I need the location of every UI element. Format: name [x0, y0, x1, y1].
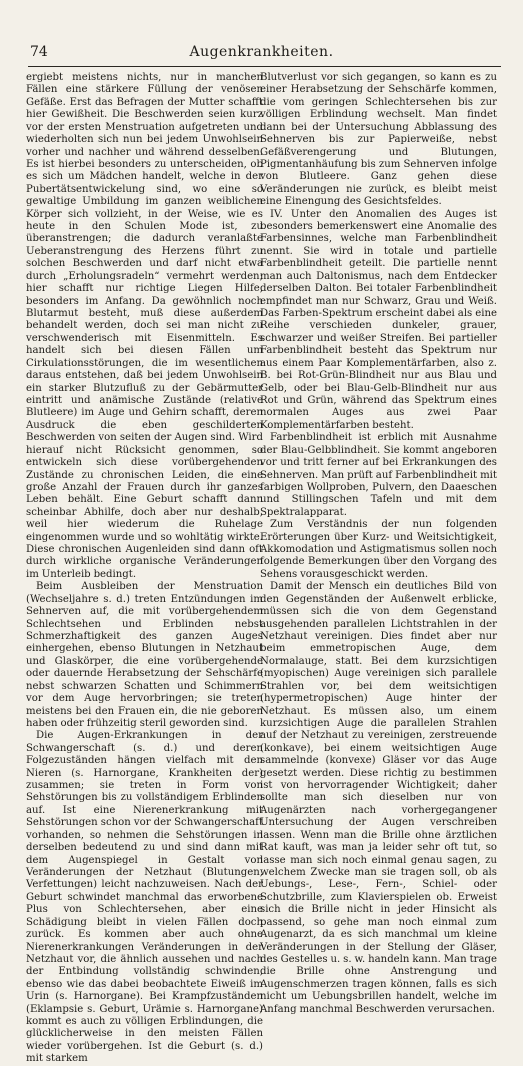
header-rule [28, 66, 501, 67]
paragraph: Zum Verständnis der nun folgenden Erörterungen über Kurz- und Weitsichtigkeit, Akkomodation und Astigmatismus sollen noch folgende Bemerkungen über den Vorgang des Sehens vorausgeschickt werden. [260, 519, 497, 580]
running-title: Augenkrankheiten. [189, 44, 334, 60]
paragraph: Damit der Mensch ein deutliches Bild von den Gegenständen der Außenwelt erblicke, müssen sich die von dem Gegenstand ausgehenden parallelen Lichtstrahlen in der Netzhaut vereinigen. Dies findet aber nur beim emmetropischen Auge, dem Normalauge, statt. Bei dem kurzsichtigen (myopischen) Auge vereinigen sich parallele Strahlen vor, bei dem weitsichtigen (hypermetropischen) Auge hinter der Netzhaut. Es müssen also, um einem kurzsichtigen Auge die parallelen Strahlen auf der Netzhaut zu vereinigen, zerstreuende (konkave), bei einem weitsichtigen Auge sammelnde (konvexe) Gläser vor das Auge gesetzt werden. Diese richtig zu bestimmen ist von hervorragender Wichtigkeit; daher sollte man sich dieselben nur von Augenärzten nach vorhergegangener Untersuchung der Augen verschreiben lassen. Wenn man die Brille ohne ärztlichen Rat kauft, was man ja leider sehr oft tut, so lasse man sich noch einmal genau sagen, zu welchem Zwecke man sie tragen soll, ob als Uebungs-, Lese-, Fern-, Schiel- oder Schutzbrille, zum Klavierspielen ob. Erweist sich die Brille nicht in jeder Hinsicht als passend, so gehe man noch einmal zum Augenarzt, da es sich manchmal um kleine Veränderungen in der Stellung der Gläser, des Gestelles u. s. w. handeln kann. Man trage die Brille ohne Anstrengung und Augenschmerzen tragen können, falls es sich nicht um Uebungsbrillen handelt, welche im Anfang manchmal Beschwerden verursachen. [260, 581, 497, 1015]
paragraph: Farbenblindheit ist erblich mit Ausnahme der Blau-Gelbblindheit. Sie kommt angeboren vor und tritt ferner auf bei Erkrankungen des Sehnerven. Man prüft auf Farbenblindheit mit farbigen Wollproben, Pulvern, den Daaeschen und Stillingschen Tafeln und mit dem Spektralapparat. [260, 432, 497, 518]
left-column [26, 72, 263, 1065]
page-number: 74 [30, 44, 48, 60]
page-header [28, 44, 495, 62]
paragraph: IV. Unter den Anomalien des Auges ist besonders bemerkenswert eine Anomalie des Farbensinnes, welche man Farbenblindheit nennt. Sie wird in totale und partielle Farbenblindheit geteilt. Die partielle nennt man auch Daltonismus, nach dem Entdecker derselben Dalton. Bei totaler Farbenblindheit empfindet man nur Schwarz, Grau und Weiß. Das Farben-Spektrum erscheint dabei als eine Reihe verschieden dunkeler, grauer, schwarzer und weißer Streifen. Bei partieller Farbenblindheit besteht das Spektrum nur aus einem Paar Komplementärfarben, also z. B. bei Rot-Grün-Blindheit nur aus Blau und Gelb, oder bei Blau-Gelb-Blindheit nur aus Rot und Grün, während das Spektrum eines normalen Auges aus zwei Paar Komplementärfarben besteht. [260, 208, 497, 431]
paragraph: Die Augen-Erkrankungen in der Schwangerschaft (s. d.) und deren Folgezuständen hängen vielfach mit den Nieren (s. Harnorgane, Krankheiten der) zusammen; sie treten in Form von Sehstörungen bis zu vollständigem Erblinden auf. Ist eine Nierenerkrankung mit Sehstörungen schon vor der Schwangerschaft vorhanden, so nehmen die Sehstörungen in derselben bedeutend zu und sind dann mit dem Augenspiegel in Gestalt von Veränderungen der Netzhaut (Blutungen, Verfettungen) leicht nachzuweisen. Nach der Geburt schwindet manchmal das erworbene Plus von Schlechtersehen, aber eine Schädigung bleibt in vielen Fällen doch zurück. Es kommen aber auch ohne Nierenerkrankungen Veränderungen in der Netzhaut vor, die ähnlich aussehen und nach der Entbindung vollständig schwinden, ebenso wie das dabei beobachtete Eiweiß im Urin (s. Harnorgane). Bei Krampfzuständen (Eklampsie s. Geburt, Urämie s. Harnorgane) kommt es auch zu völligen Erblindungen, die glücklicherweise in den meisten Fällen wieder vorübergehen. Ist die Geburt (s. d.) mit starkem [26, 730, 263, 1065]
paragraph: ergiebt meistens nichts, nur in manchen Fällen eine stärkere Füllung der venösen Gefäße. Erst das Befragen der Mutter schafft hier Gewißheit. Die Beschwerden seien kurz vor der ersten Menstruation aufgetreten und wiederholten sich nun bei jedem Unwohlsein vorher und nachher und während desselben. Es ist hierbei besonders zu unterscheiden, ob es sich um Mädchen handelt, welche in der Pubertätsentwickelung sind, wo eine so gewaltige Umbildung im ganzen weiblichen Körper sich vollzieht, in der Weise, wie es heute in den Schulen Mode ist, zu überanstrengen; die dadurch veranlaßte Ueberanstrengung des Herzens führt zu solchen Beschwerden und darf nicht etwa durch „Erholungsradeln“ vermehrt werden; hier schafft nur richtige Liegen Hilfe, besonders im Anfang. Da gewöhnlich noch Blutarmut besteht, muß diese außerdem behandelt werden, doch sei man nicht zu verschwenderisch mit Eisenmitteln. Es handelt sich bei diesen Fällen um Cirkulationsstörungen, die im wesentlichen daraus entstehen, daß bei jedem Unwohlsein ein starker Blutzufluß zu der Gebärmutter eintritt und anämische Zustände (relative Blutleere) im Auge und Gehirn schafft, deren Ausdruck die eben geschilderten Beschwerden von seiten der Augen sind. Wird hierauf nicht Rücksicht genommen, so entwickeln sich diese vorübergehenden Zustände zu chronischen Leiden, die eine große Anzahl der Frauen durch ihr ganzes Leben behält. Eine Geburt schafft dann scheinbar Abhilfe, doch aber nur deshalb, weil hier wiederum die Ruhelage eingenommen wurde und so wohltätig wirkte. Diese chronischen Augenleiden sind dann oft durch wirkliche organische Veränderungen im Unterleib bedingt. [26, 72, 263, 580]
right-column [260, 72, 497, 1015]
paragraph: Beim Ausbleiben der Menstruation (Wechseljahre s. d.) treten Entzündungen im Sehnerven auf, die mit vorübergehendem Schlechtsehen und Erblinden nebst Schmerzhaftigkeit des ganzen Auges einhergehen, ebenso Blutungen in Netzhaut und Glaskörper, die eine vorübergehende oder dauernde Herabsetzung der Sehschärfe nebst schwarzen Schatten und Schimmern vor dem Auge hervorbringen; sie treten meistens bei den Frauen ein, die nie geboren haben oder frühzeitig steril geworden sind. [26, 581, 263, 729]
paragraph: Blutverlust vor sich gegangen, so kann es zu einer Herabsetzung der Sehschärfe kommen, die vom geringen Schlechtersehen bis zur völligen Erblindung wechselt. Man findet dann bei der Untersuchung Abblassung des Sehnerven bis zur Papierweiße, nebst Gefäßverengerung und Blutungen, Pigmentanhäufung bis zum Sehnerven infolge von Blutleere. Ganz gehen diese Veränderungen nie zurück, es bleibt meist eine Einengung des Gesichtsfeldes. [260, 72, 497, 208]
